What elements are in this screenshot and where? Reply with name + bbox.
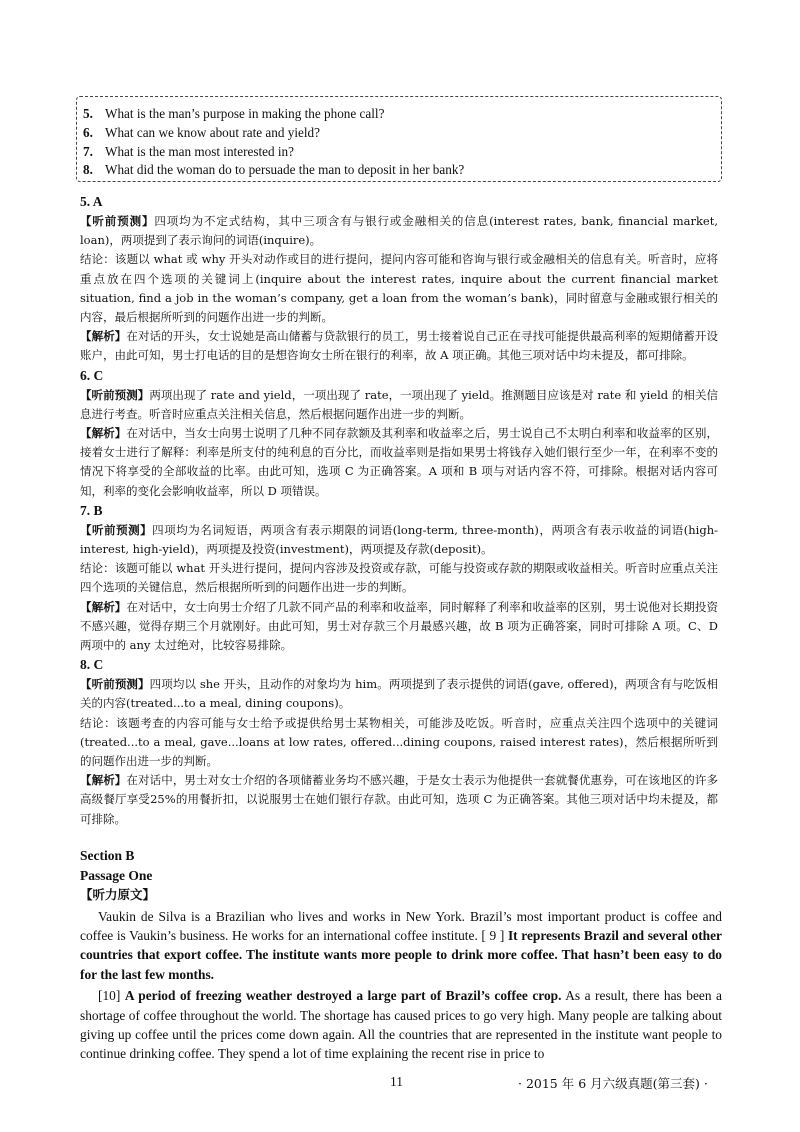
question-item xyxy=(83,161,711,180)
question-text: What is the man’s purpose in making the phone call? xyxy=(105,106,385,121)
answer-header: 5. A xyxy=(80,194,103,209)
explanation-tag: 【听前预测】 xyxy=(80,522,153,537)
passage-text: As a result, there has been a shortage of coffee throughout the world. The shortage has caused prices to go very high. Many people are talking about giving up coffee until the prices come down again. All the countries that are represented in the institute want people to continue drinking coffee. They spend a lot of time explaining the recent rise in price to xyxy=(80,988,722,1062)
section-b xyxy=(80,846,722,1064)
explanation-tag: 【解析】 xyxy=(80,426,127,441)
transcript-tag: 【听力原文】 xyxy=(80,887,156,902)
footer-title: · 2015 年 6 月六级真题(第三套) · xyxy=(518,1076,708,1091)
explanation-text: 四项均以 she 开头，且动作的对象均为 him。两项提到了表示提供的词语(gave, offered)，两项含有与吃饭相关的内容(treated...to a meal, dining coupons)。 xyxy=(80,677,719,711)
passage-text: [10] xyxy=(98,988,125,1004)
explanation-text: 在对话中，女士向男士介绍了几款不同产品的利率和收益率，同时解释了利率和收益率的区别，男士说他对长期投资不感兴趣，觉得存期三个月就刚好。由此可知，男士对存款三个月最感兴趣，故 B 项为正确答案，同时可排除 A 项。C、D 两项中的 any 太过绝对，比较容易排除。 xyxy=(80,599,719,653)
passage-title: Passage One xyxy=(80,867,153,883)
explanation-text: 四项均为不定式结构，其中三项含有与银行或金融相关的信息(interest rates, bank, financial market, loan)，两项提到了表示询问的词语(inquire)。 xyxy=(80,214,719,248)
question-number: 7. xyxy=(83,143,93,159)
passage-transcript xyxy=(80,907,722,1064)
explanation-paragraph xyxy=(80,771,718,829)
question-text: What can we know about rate and yield? xyxy=(105,124,320,140)
question-number: 8. xyxy=(83,162,93,178)
question-number: 6. xyxy=(83,124,93,140)
answer-header: 8. C xyxy=(80,657,104,673)
section-title: Section B xyxy=(80,848,135,863)
explanation-paragraph xyxy=(80,386,718,424)
explanation-tag: 【听前预测】 xyxy=(80,677,150,692)
explanation-text: 结论：该题以 what 或 why 开头对动作或目的进行提问，提问内容可能和咨询与银行或金融相关的信息有关。听音时，应将重点放在四个选项的关键词上(inquire about the interest rates, inquire about the current financial market situation, find a job in the woman’s company, get a loan from the woman’s bank)，同时留意与金融或银行相关的内容，最后根据所听到的问题作出进一步的判断。 xyxy=(80,252,718,325)
explanation-text: 在对话的开头，女士说她是高山储蓄与贷款银行的员工，男士接着说自己正在寻找可能提供最高利率的短期储蓄开设账户，由此可知，男士打电话的目的是想咨询女士所在银行的利率，故 A 项正确。其他三项对话中均未提及，都可排除。 xyxy=(80,329,719,363)
explanation-tag: 【解析】 xyxy=(80,329,127,344)
passage-text: Vaukin de Silva is a Brazilian who lives and works in New York. Brazil’s most important product is coffee and coffee is Vaukin’s business. He works for an international coffee institute. [ 9 ] xyxy=(80,908,722,943)
explanation-text: 四项均为名词短语，两项含有表示期限的词语(long-term, three-month)，两项含有表示收益的词语(high-interest, high-yield)，两项提及投资(investment)，两项提及存款(deposit)。 xyxy=(80,522,719,557)
question-item xyxy=(83,105,711,124)
explanation-paragraph xyxy=(80,559,718,597)
passage-key-sentence: A period of freezing weather destroyed a large part of Brazil’s coffee crop. xyxy=(124,988,562,1004)
explanation-paragraph xyxy=(80,521,718,559)
question-text: What is the man most interested in? xyxy=(105,143,294,159)
explanation-text: 结论：该题考查的内容可能与女士给予或提供给男士某物相关，可能涉及吃饭。听音时，应重点关注四个选项中的关键词(treated...to a meal, gave...loans at low rates, offered...dining coupons, raised interest rates)，然后根据所听到的问题作出进一步的判断。 xyxy=(80,715,718,769)
page-number: 11 xyxy=(390,1074,403,1089)
explanation-paragraph xyxy=(80,212,718,250)
answer-header: 7. B xyxy=(80,502,103,518)
question-item xyxy=(83,143,711,162)
passage-paragraph xyxy=(80,907,722,985)
explanation-text: 结论：该题可能以 what 开头进行提问，提问内容涉及投资或存款，可能与投资或存款的期限或收益相关。听音时应重点关注四个选项的关键信息，然后根据所听到的问题作出进一步的判断。 xyxy=(80,561,718,595)
question-item xyxy=(83,124,711,143)
explanation-paragraph xyxy=(80,675,718,713)
question-text: What did the woman do to persuade the man to deposit in her bank? xyxy=(105,162,465,178)
explanation-tag: 【解析】 xyxy=(80,773,127,788)
explanation-tag: 【听前预测】 xyxy=(80,214,155,228)
question-number: 5. xyxy=(83,106,93,121)
explanation-paragraph xyxy=(80,327,718,365)
explanation-text: 在对话中，男士对女士介绍的各项储蓄业务均不感兴趣，于是女士表示为他提供一套就餐优惠券，可在该地区的许多高级餐厅享受25%的用餐折扣，以说服男士在她们银行存款。由此可知，选项 C 为正确答案。其他三项对话中均未提及，都可排除。 xyxy=(80,773,719,826)
passage-paragraph xyxy=(80,986,722,1064)
explanation-tag: 【解析】 xyxy=(80,599,127,614)
answer-explanations xyxy=(80,192,718,829)
question-box xyxy=(76,96,722,182)
answer-header: 6. C xyxy=(80,367,104,383)
passage-key-sentence: It represents Brazil and several other countries that export coffee. The institute wants more people to drink more coffee. That hasn’t been easy to do for the last few months. xyxy=(80,927,722,982)
explanation-text: 在对话中，当女士向男士说明了几种不同存款额及其利率和收益率之后，男士说自己不太明白利率和收益率的区别，接着女士进行了解释：利率是所支付的纯利息的百分比，而收益率则是指如果男士将钱存入她们银行至少一年，在利率不变的情况下将享受的全部收益的比率。由此可知，选项 C 为正确答案。A 项和 B 项与对话内容不符，可排除。根据对话内容可知，利率的变化会影响收益率，所以 D 项错误。 xyxy=(80,426,719,498)
explanation-text: 两项出现了 rate and yield，一项出现了 rate，一项出现了 yield。推测题目应该是对 rate 和 yield 的相关信息进行考查。听音时应重点关注相关信息，然后根据问题作出进一步的判断。 xyxy=(80,387,719,421)
explanation-paragraph xyxy=(80,714,718,772)
explanation-paragraph xyxy=(80,598,718,656)
explanation-tag: 【听前预测】 xyxy=(80,387,150,402)
explanation-paragraph xyxy=(80,250,718,327)
explanation-paragraph xyxy=(80,424,718,501)
